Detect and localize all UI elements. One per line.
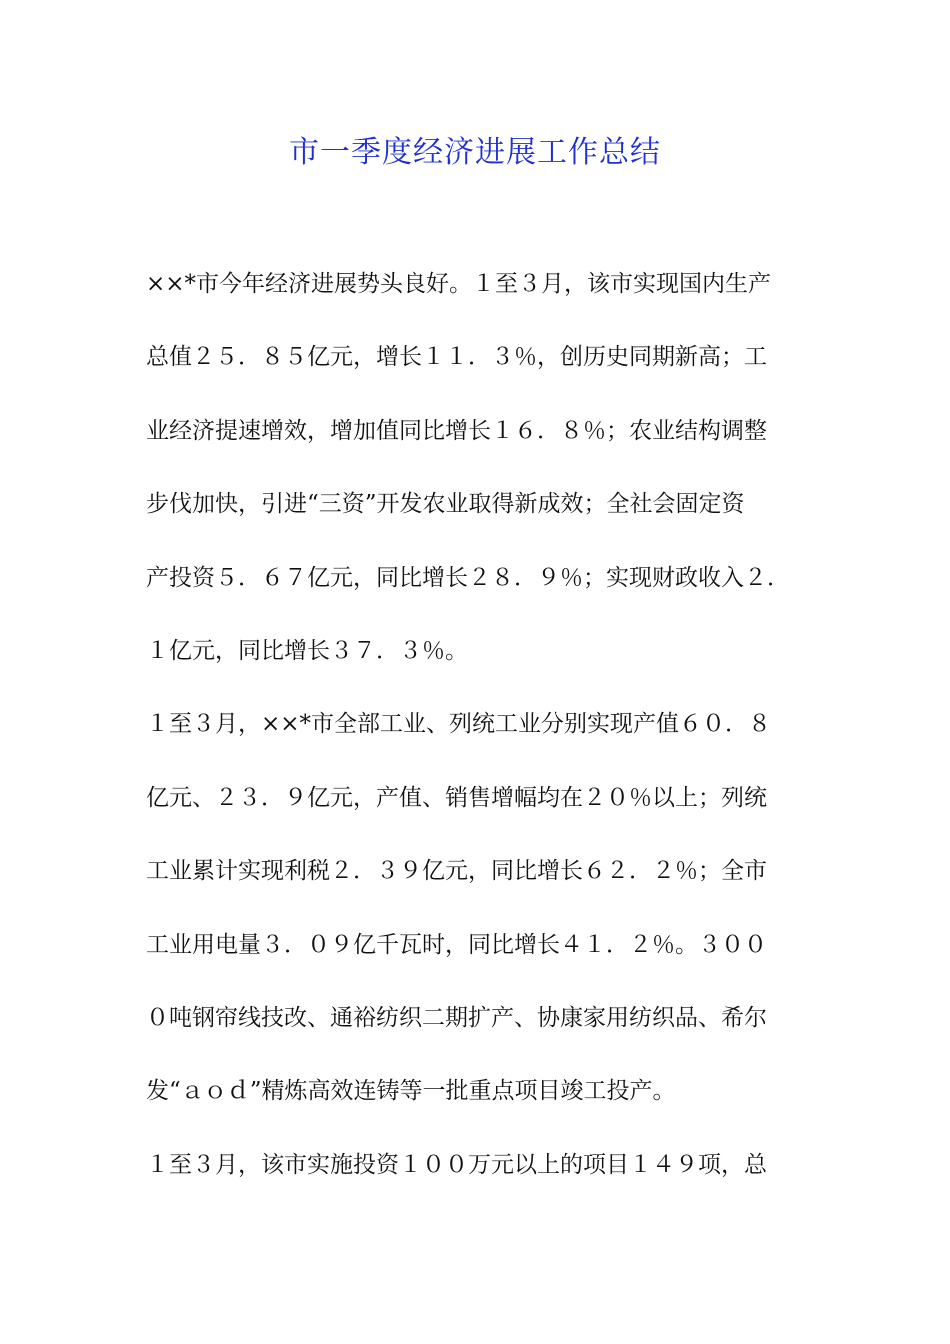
text-line: 工业累计实现利税２．３９亿元，同比增长６２．２％；全市 [146, 858, 767, 885]
text-line: ××*市今年经济进展势头良好。１至３月，该市实现国内生产 [146, 271, 772, 297]
text-line: 工业用电量３．０９亿千瓦时，同比增长４１．２％。３００ [146, 931, 767, 958]
text-line: １至３月，该市实施投资１００万元以上的项目１４９项，总 [146, 1151, 767, 1178]
document-title: 市一季度经济进展工作总结 [289, 135, 661, 170]
text-line: 业经济提速增效，增加值同比增长１６．８％；农业结构调整 [146, 417, 767, 444]
text-line: 步伐加快，引进“三资”开发农业取得新成效；全社会固定资 [146, 491, 745, 518]
text-line: 亿元、２３．９亿元，产值、销售增幅均在２０％以上；列统 [146, 784, 767, 811]
document-body [146, 258, 826, 1212]
text-line: 发“ａｏｄ”精炼高效连铸等一批重点项目竣工投产。 [146, 1078, 676, 1105]
text-line: 总值２５．８５亿元，增长１１．３％，创历史同期新高；工 [146, 344, 767, 371]
text-line: １至３月，××*市全部工业、列统工业分别实现产值６０．８ [146, 711, 772, 738]
text-line: 产投资５．６７亿元，同比增长２８．９％；实现财政收入２． [146, 564, 790, 591]
text-line: ０吨钢帘线技改、通裕纺织二期扩产、协康家用纺织品、希尔 [146, 1004, 767, 1031]
text-line: １亿元，同比增长３７．３％。 [146, 637, 468, 664]
